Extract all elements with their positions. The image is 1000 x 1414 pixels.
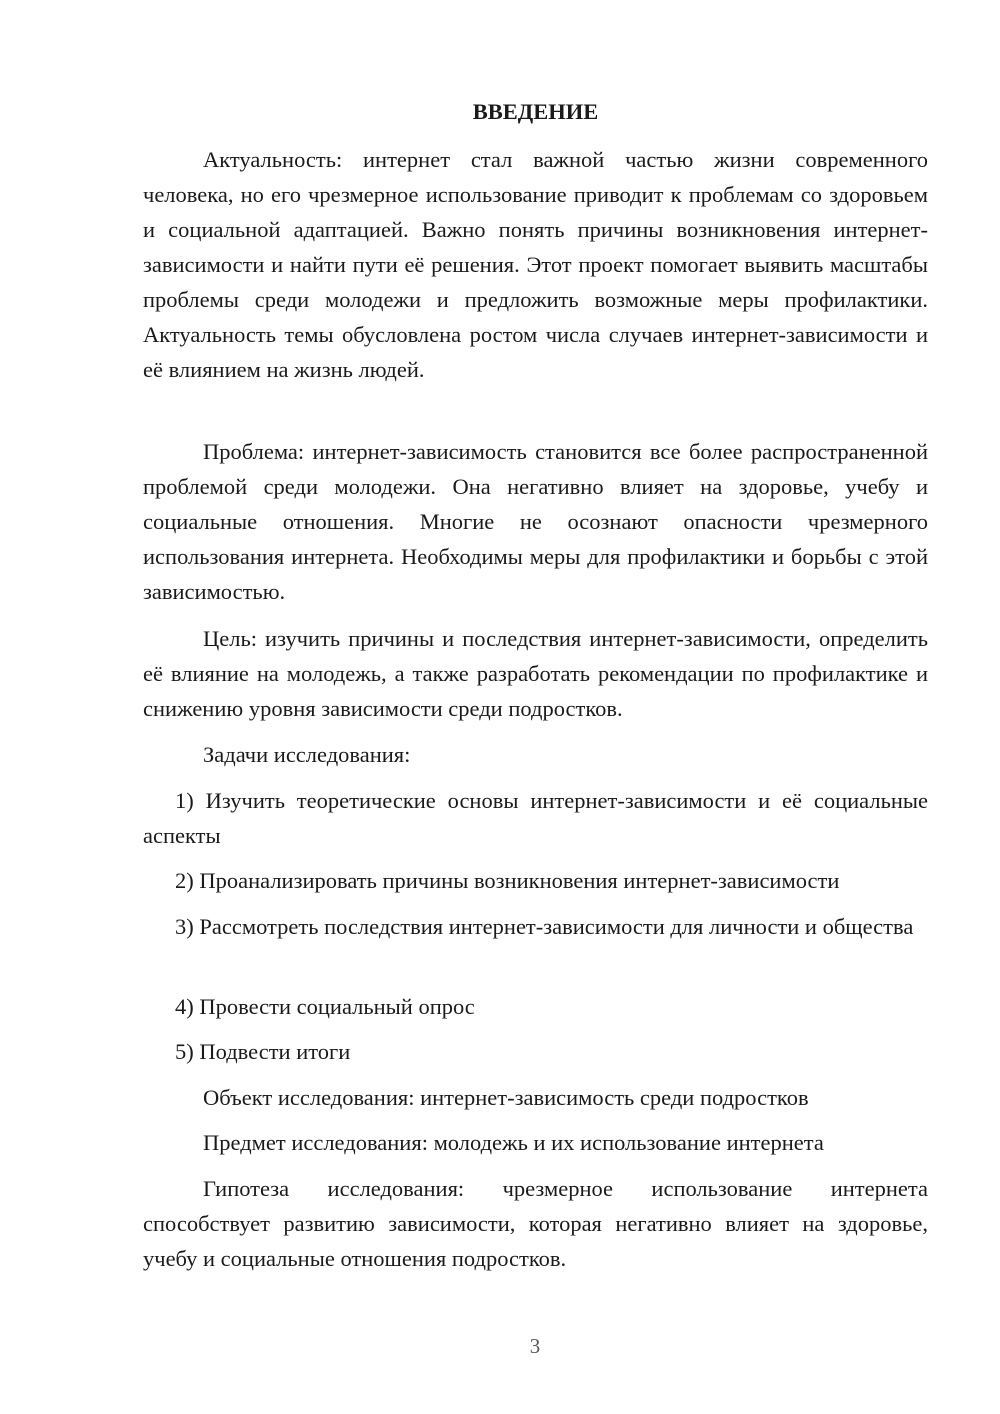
task-item: 2) Проанализировать причины возникновения интернет-зависимости [175, 868, 840, 893]
page-number: 3 [529, 1334, 541, 1358]
paragraph-relevance: Актуальность: интернет стал важной частью жизни современного человека, но его чрезмерное использование приводит к проблемам со здоровьем и социальной адаптацией. Важно понять причины возникновения интернет-зависимости и найти пути её решения. Этот проект помогает выявить масштабы проблемы среди молодежи и предложить возможные меры профилактики. Актуальность темы обусловлена ростом числа случаев интернет-зависимости и её влиянием на жизнь людей. [143, 147, 928, 382]
section-title: ВВЕДЕНИЕ [472, 99, 599, 124]
paragraph-goal: Цель: изучить причины и последствия интернет-зависимости, определить её влияние на молодежь, а также разработать рекомендации по профилактике и снижению уровня зависимости среди подростков. [143, 626, 928, 721]
task-item: 4) Провести социальный опрос [175, 994, 475, 1019]
tasks-heading: Задачи исследования: [203, 742, 411, 767]
paragraph-subject: Предмет исследования: молодежь и их использование интернета [203, 1130, 824, 1155]
task-item: 3) Рассмотреть последствия интернет-зависимости для личности и общества [175, 914, 914, 939]
task-item: 1) Изучить теоретические основы интернет-зависимости и её социальные аспекты [143, 788, 928, 848]
task-item: 5) Подвести итоги [175, 1039, 351, 1064]
paragraph-problem: Проблема: интернет-зависимость становится все более распространенной проблемой среди молодежи. Она негативно влияет на здоровье, учебу и социальные отношения. Многие не осознают опасности чрезмерного использования интернета. Необходимы меры для профилактики и борьбы с этой зависимостью. [143, 439, 928, 604]
paragraph-object: Объект исследования: интернет-зависимость среди подростков [203, 1085, 809, 1110]
paragraph-hypothesis: Гипотеза исследования: чрезмерное использование интернета способствует развитию зависимости, которая негативно влияет на здоровье, учебу и социальные отношения подростков. [143, 1176, 928, 1271]
